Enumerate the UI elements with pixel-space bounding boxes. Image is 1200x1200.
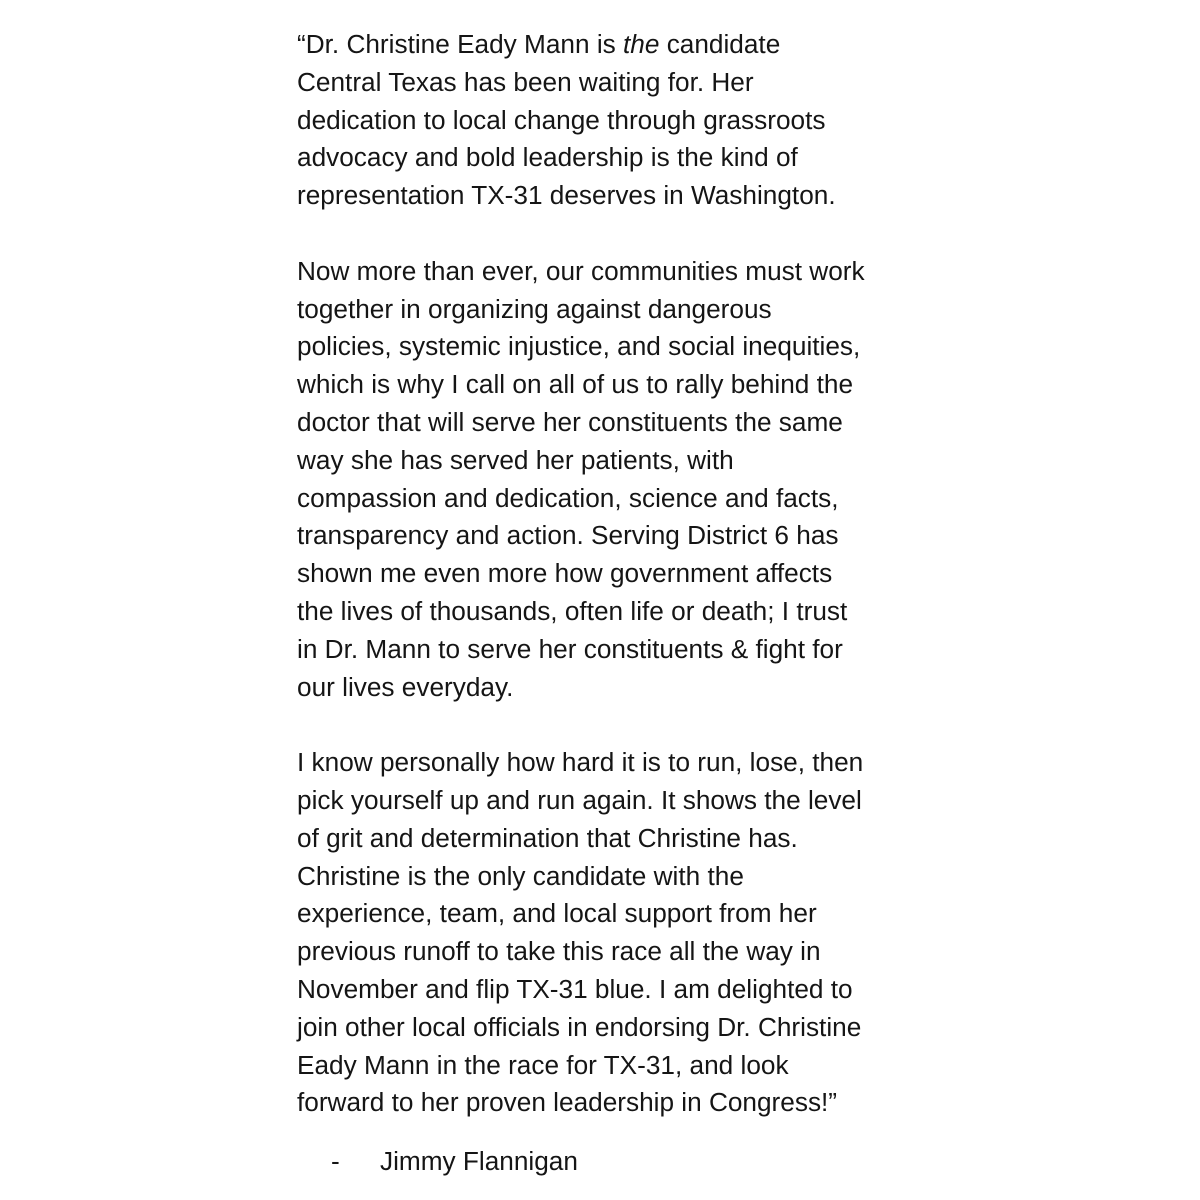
emphasized-word: the <box>623 29 660 59</box>
text-line: compassion and dedication, science and facts, <box>297 482 839 513</box>
endorsement-quote <box>297 26 907 1122</box>
text-line: I know personally how hard it is to run, lose, then <box>297 747 864 778</box>
text-line: our lives everyday. <box>297 671 514 702</box>
text-line: Central Texas has been waiting for. Her <box>297 66 754 97</box>
text-line: experience, team, and local support from her <box>297 898 817 929</box>
paragraph-2 <box>297 253 907 707</box>
text-line: dedication to local change through grassroots <box>297 104 826 135</box>
text-line: policies, systemic injustice, and social inequities, <box>297 331 861 362</box>
text-line: previous runoff to take this race all the way in <box>297 936 821 967</box>
text-line: in Dr. Mann to serve her constituents & fight for <box>297 633 843 664</box>
text-segment: candidate <box>659 29 781 59</box>
text-line: Christine is the only candidate with the <box>297 860 744 891</box>
paragraph-1 <box>297 26 907 215</box>
text-line: join other local officials in endorsing Dr. Christine <box>297 1011 862 1042</box>
text-segment: “Dr. Christine Eady Mann is <box>297 29 624 59</box>
text-line: November and flip TX-31 blue. I am delighted to <box>297 973 853 1004</box>
text-line <box>297 26 907 64</box>
text-line: representation TX-31 deserves in Washington. <box>297 180 836 211</box>
text-line: pick yourself up and run again. It shows the level <box>297 784 862 815</box>
text-line: Now more than ever, our communities must work <box>297 255 865 286</box>
signature-name: Jimmy Flannigan <box>380 1146 578 1176</box>
text-line: of grit and determination that Christine has. <box>297 822 798 853</box>
text-line: which is why I call on all of us to rally behind the <box>297 369 854 400</box>
text-line: doctor that will serve her constituents the same <box>297 406 843 437</box>
text-line: the lives of thousands, often life or death; I trust <box>297 595 848 626</box>
paragraph-3 <box>297 744 907 1122</box>
text-line: together in organizing against dangerous <box>297 293 772 324</box>
paragraph-gap <box>297 706 907 744</box>
text-line: shown me even more how government affects <box>297 558 833 589</box>
text-line: advocacy and bold leadership is the kind of <box>297 142 798 173</box>
signature-dash: - <box>331 1146 340 1176</box>
text-line: transparency and action. Serving District 6 has <box>297 520 839 551</box>
text-line: Eady Mann in the race for TX-31, and look <box>297 1049 789 1080</box>
paragraph-gap <box>297 215 907 253</box>
text-line: forward to her proven leadership in Congress!” <box>297 1087 838 1118</box>
text-line: way she has served her patients, with <box>297 444 734 475</box>
